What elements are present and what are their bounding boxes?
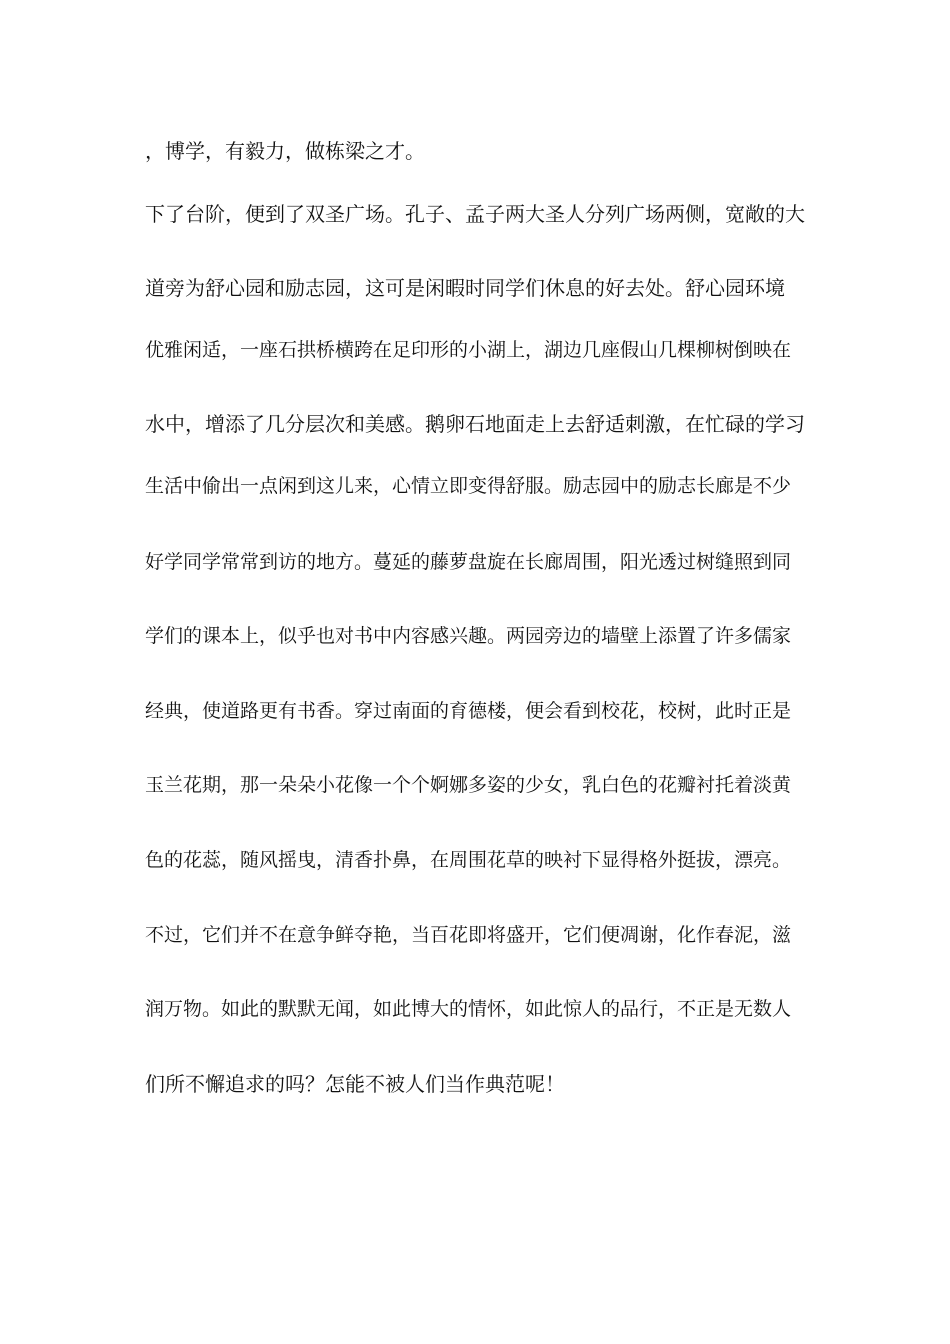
text-line: 学们的课本上，似乎也对书中内容感兴趣。两园旁边的墙壁上添置了许多儒家 (145, 625, 792, 647)
text-line: 水中，增添了几分层次和美感。鹅卵石地面走上去舒适刺激，在忙碌的学习 (145, 412, 805, 436)
text-line: 下了台阶，便到了双圣广场。孔子、孟子两大圣人分列广场两侧，宽敞的大 (145, 202, 805, 226)
text-line: 道旁为舒心园和励志园，这可是闲暇时同学们休息的好去处。舒心园环境 (145, 276, 785, 300)
text-line: ，博学，有毅力，做栋梁之才。 (145, 139, 425, 163)
text-line: 生活中偷出一点闲到这儿来，心情立即变得舒服。励志园中的励志长廊是不少 (145, 475, 792, 497)
text-line: 好学同学常常到访的地方。蔓延的藤萝盘旋在长廊周围，阳光透过树缝照到同 (145, 551, 792, 573)
text-line: 经典，使道路更有书香。穿过南面的育德楼，便会看到校花，校树，此时正是 (145, 700, 792, 722)
text-line: 润万物。如此的默默无闻，如此博大的情怀，如此惊人的品行，不正是无数人 (145, 998, 792, 1020)
text-line: 们所不懈追求的吗？怎能不被人们当作典范呢！ (145, 1072, 565, 1096)
text-line: 优雅闲适，一座石拱桥横跨在足印形的小湖上，湖边几座假山几棵柳树倒映在 (145, 339, 792, 361)
text-line: 玉兰花期，那一朵朵小花像一个个婀娜多姿的少女，乳白色的花瓣衬托着淡黄 (145, 774, 792, 796)
text-line: 色的花蕊，随风摇曳，清香扑鼻，在周围花草的映衬下显得格外挺拔，漂亮。 (145, 849, 792, 871)
text-line: 不过，它们并不在意争鲜夺艳，当百花即将盛开，它们便凋谢，化作春泥，滋 (145, 924, 792, 946)
